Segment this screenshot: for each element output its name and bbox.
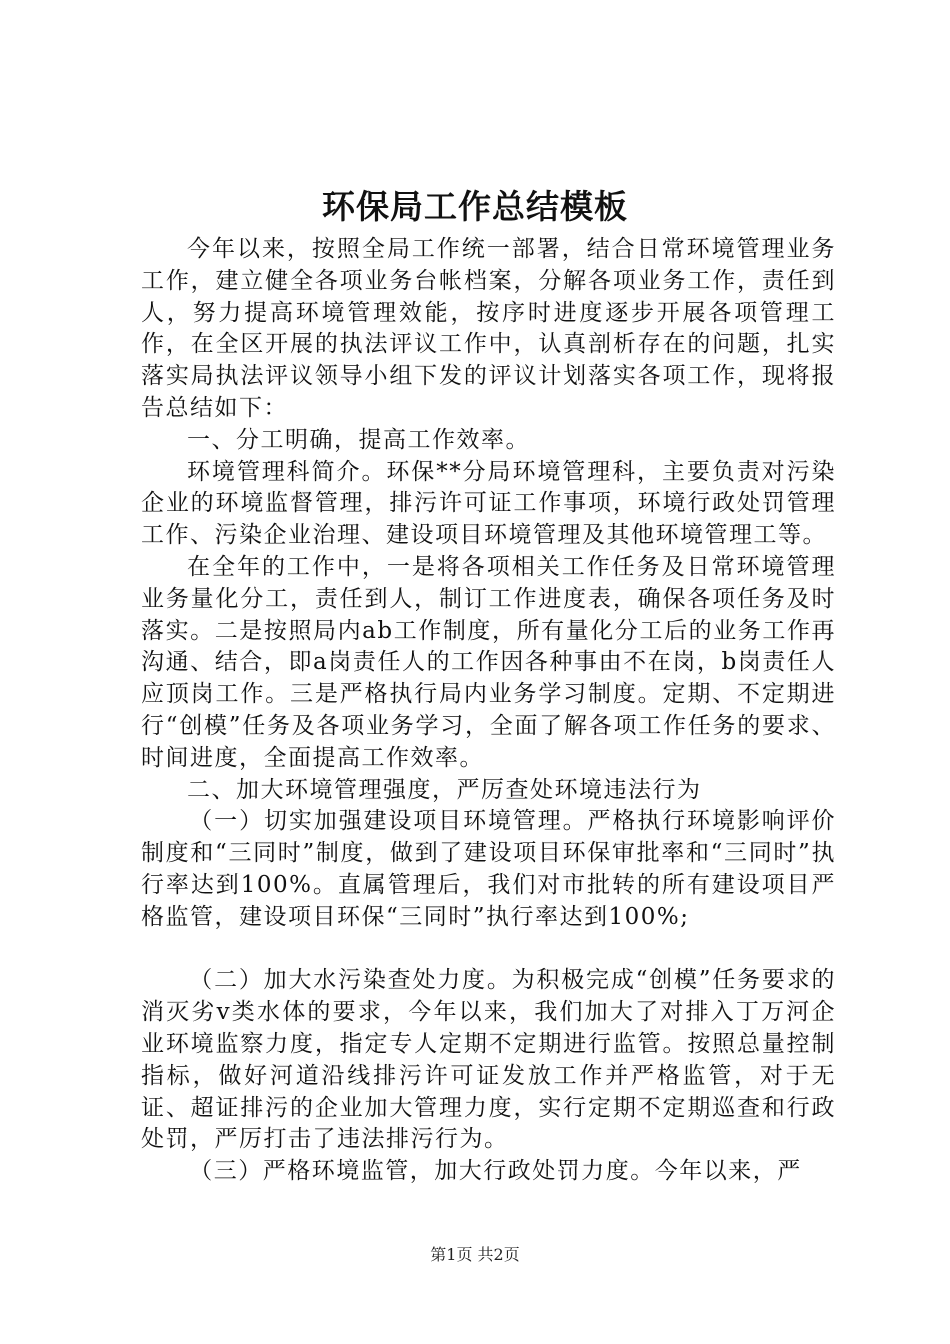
document-title: 环保局工作总结模板 — [322, 187, 628, 226]
paragraph-subsection-1: （一）切实加强建设项目环境管理。严格执行环境影响评价制度和“三同时”制度，做到了建设项目环保审批率和“三同时”执行率达到100%。直属管理后，我们对市批转的所有建设项目严格监管，建设项目环保“三同时”执行率达到100%; — [141, 808, 836, 930]
section-heading-2: 二、加大环境管理强度，严厉查处环境违法行为 — [187, 776, 702, 803]
section-heading-1: 一、分工明确，提高工作效率。 — [187, 426, 530, 453]
paragraph-department-intro: 环境管理科简介。环保**分局环境管理科，主要负责对污染企业的环境监督管理，排污许可证工作事项，环境行政处罚管理工作、污染企业治理、建设项目环境管理及其他环境管理工等。 — [141, 458, 836, 549]
paragraph-annual-work: 在全年的工作中，一是将各项相关工作任务及日常环境管理业务量化分工，责任到人，制订工作进度表，确保各项任务及时落实。二是按照局内ab工作制度，所有量化分工后的业务工作再沟通、结合，即a岗责任人的工作因各种事由不在岗，b岗责任人应顶岗工作。三是严格执行局内业务学习制度。定期、不定期进行“创模”任务及各项业务学习，全面了解各项工作任务的要求、时间进度，全面提高工作效率。 — [141, 553, 836, 771]
page-footer: 第1页 共2页 — [430, 1245, 520, 1264]
paragraph-intro: 今年以来，按照全局工作统一部署，结合日常环境管理业务工作，建立健全各项业务台帐档案，分解各项业务工作，责任到人，努力提高环境管理效能，按序时进度逐步开展各项管理工作，在全区开展的执法评议工作中，认真剖析存在的问题，扎实落实局执法评议领导小组下发的评议计划落实各项工作，现将报告总结如下： — [141, 236, 836, 421]
paragraph-subsection-2: （二）加大水污染查处力度。为积极完成“创模”任务要求的消灭劣v类水体的要求，今年以来，我们加大了对排入丁万河企业环境监察力度，指定专人定期不定期进行监管。按照总量控制指标，做好河道沿线排污许可证发放工作并严格监管，对于无证、超证排污的企业加大管理力度，实行定期不定期巡查和行政处罚，严厉打击了违法排污行为。 — [141, 967, 836, 1153]
paragraph-subsection-3: （三）严格环境监管，加大行政处罚力度。今年以来，严 — [189, 1158, 802, 1185]
document-body — [141, 234, 836, 1188]
